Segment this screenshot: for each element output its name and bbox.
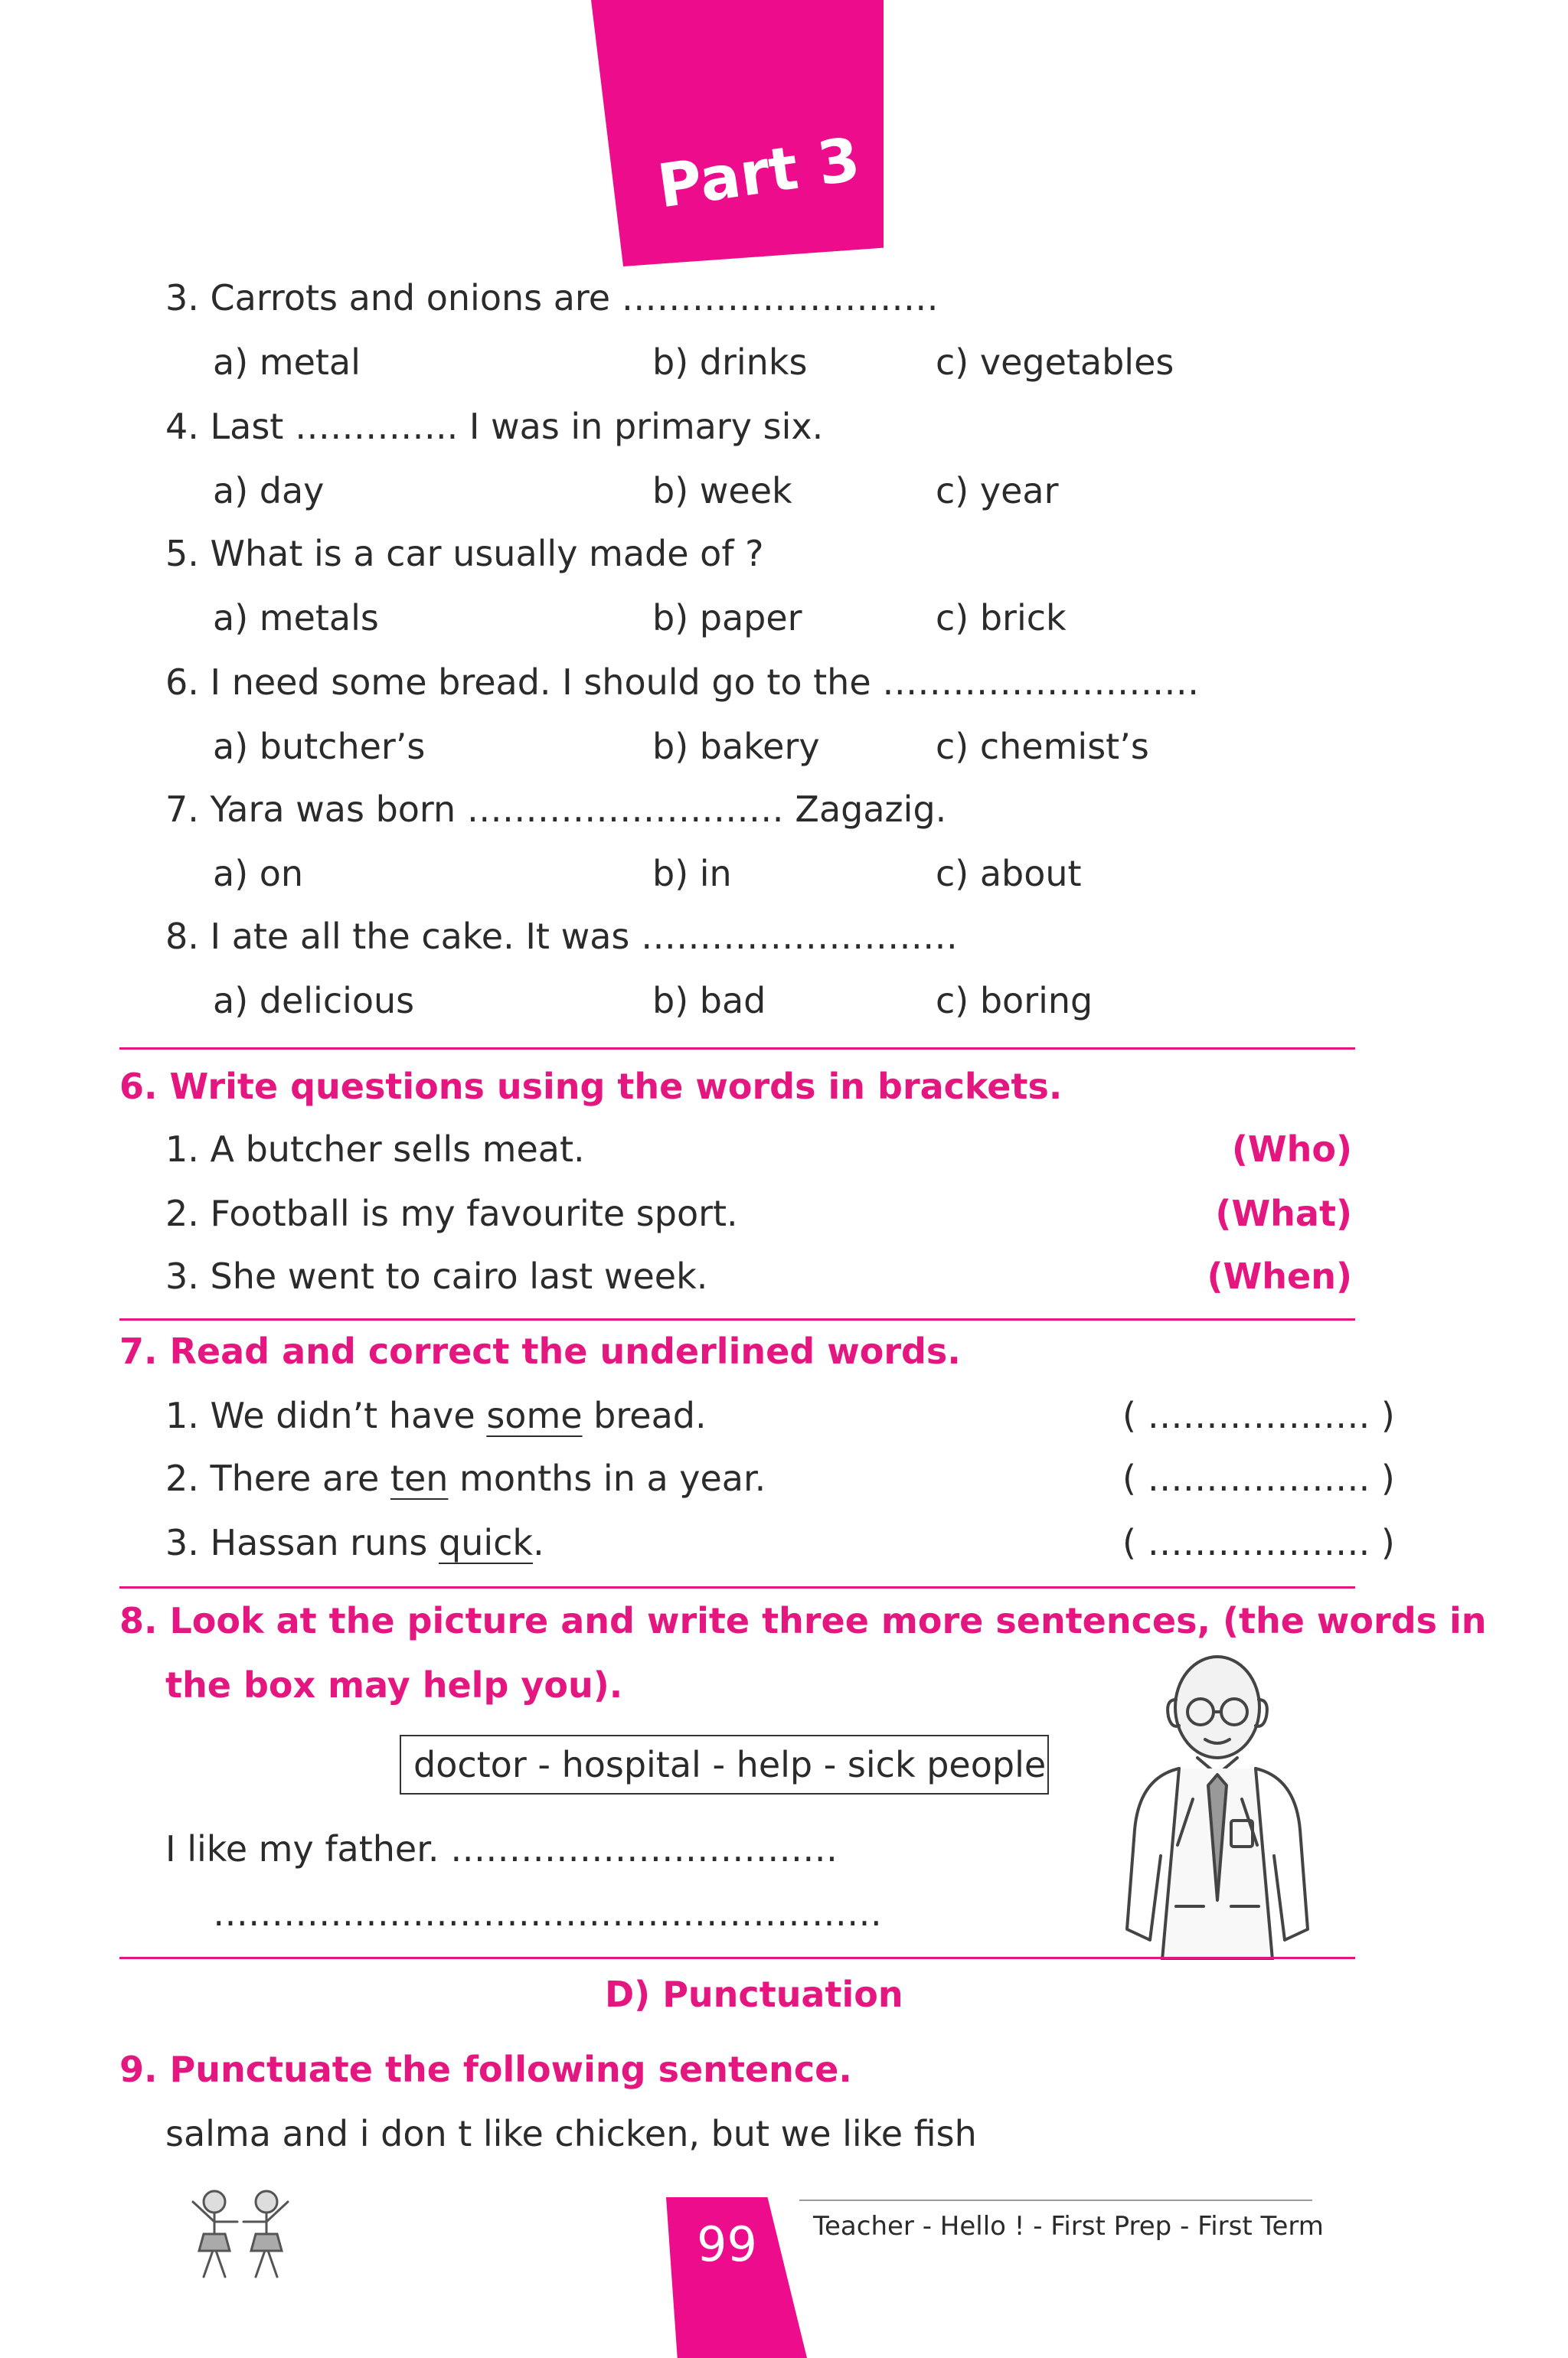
answer-blank: ( ………………. ) xyxy=(1122,1395,1395,1436)
sentence-start: 2. There are xyxy=(165,1458,390,1499)
bracket-hint: (Who) xyxy=(1231,1128,1352,1170)
section-8-heading-cont: the box may help you). xyxy=(165,1664,623,1706)
sentence-end: . xyxy=(533,1522,544,1563)
section-9-heading: 9. Punctuate the following sentence. xyxy=(119,2049,852,2090)
option-b: b) bakery xyxy=(652,726,820,767)
question-item: 3. She went to cairo last week. xyxy=(165,1256,708,1297)
answer-blank: ( ………………. ) xyxy=(1122,1458,1395,1499)
section-6-heading: 6. Write questions using the words in brackets. xyxy=(119,1066,1063,1107)
bracket-hint: (When) xyxy=(1207,1256,1352,1297)
option-b: b) drinks xyxy=(652,341,808,383)
option-c: c) boring xyxy=(936,980,1093,1021)
question-3: 3. Carrots and onions are ……………………… xyxy=(165,277,939,318)
option-c: c) about xyxy=(936,853,1082,894)
sentence-end: bread. xyxy=(582,1395,707,1436)
option-c: c) vegetables xyxy=(936,341,1174,383)
question-item: 2. Football is my favourite sport. xyxy=(165,1193,738,1234)
underlined-word: quick xyxy=(439,1522,534,1563)
divider xyxy=(119,1318,1355,1321)
option-c: c) chemist’s xyxy=(936,726,1149,767)
question-5: 5. What is a car usually made of ? xyxy=(165,533,764,574)
correction-item xyxy=(165,1458,766,1499)
option-b: b) paper xyxy=(652,597,802,638)
section-7-heading: 7. Read and correct the underlined words. xyxy=(119,1331,961,1372)
bracket-hint: (What) xyxy=(1215,1193,1352,1234)
footer-rule xyxy=(799,2200,1312,2201)
part-title: Part 3 xyxy=(653,125,864,222)
question-7: 7. Yara was born ……………………… Zagazig. xyxy=(165,789,947,830)
section-d-heading: D) Punctuation xyxy=(605,1974,903,2015)
sentence-start: 1. We didn’t have xyxy=(165,1395,487,1436)
question-6: 6. I need some bread. I should go to the ……………………… xyxy=(165,661,1200,703)
option-a: a) butcher’s xyxy=(213,726,426,767)
option-b: b) week xyxy=(652,470,792,511)
kids-illustration xyxy=(176,2180,306,2288)
option-c: c) brick xyxy=(936,597,1067,638)
writing-line: I like my father. …………………………… xyxy=(165,1828,838,1870)
question-8: 8. I ate all the cake. It was ……………………… xyxy=(165,916,958,957)
word-box: doctor - hospital - help - sick people xyxy=(400,1735,1049,1795)
option-b: b) in xyxy=(652,853,732,894)
option-a: a) metals xyxy=(213,597,379,638)
correction-item xyxy=(165,1522,544,1563)
option-c: c) year xyxy=(936,470,1059,511)
correction-item xyxy=(165,1395,707,1436)
question-item: 1. A butcher sells meat. xyxy=(165,1128,585,1170)
answer-blank: ( ………………. ) xyxy=(1122,1522,1395,1563)
question-4: 4. Last ………….. I was in primary six. xyxy=(165,406,824,447)
option-a: a) metal xyxy=(213,341,361,383)
sentence-start: 3. Hassan runs xyxy=(165,1522,439,1563)
footer-caption: Teacher - Hello ! - First Prep - First Term xyxy=(813,2211,1324,2242)
page-number: 99 xyxy=(697,2216,757,2272)
writing-line: ………………………………………………… xyxy=(213,1893,882,1934)
underlined-word: some xyxy=(486,1395,583,1436)
divider xyxy=(119,1957,1355,1959)
sentence-end: months in a year. xyxy=(448,1458,766,1499)
doctor-illustration xyxy=(1110,1646,1325,1960)
section-8-heading: 8. Look at the picture and write three more sentences, (the words in xyxy=(119,1600,1487,1641)
option-b: b) bad xyxy=(652,980,766,1021)
option-a: a) delicious xyxy=(213,980,415,1021)
punctuation-sentence: salma and i don t like chicken, but we like fish xyxy=(165,2113,977,2154)
option-a: a) day xyxy=(213,470,325,511)
underlined-word: ten xyxy=(390,1458,449,1499)
divider xyxy=(119,1586,1355,1589)
divider xyxy=(119,1047,1355,1050)
option-a: a) on xyxy=(213,853,304,894)
